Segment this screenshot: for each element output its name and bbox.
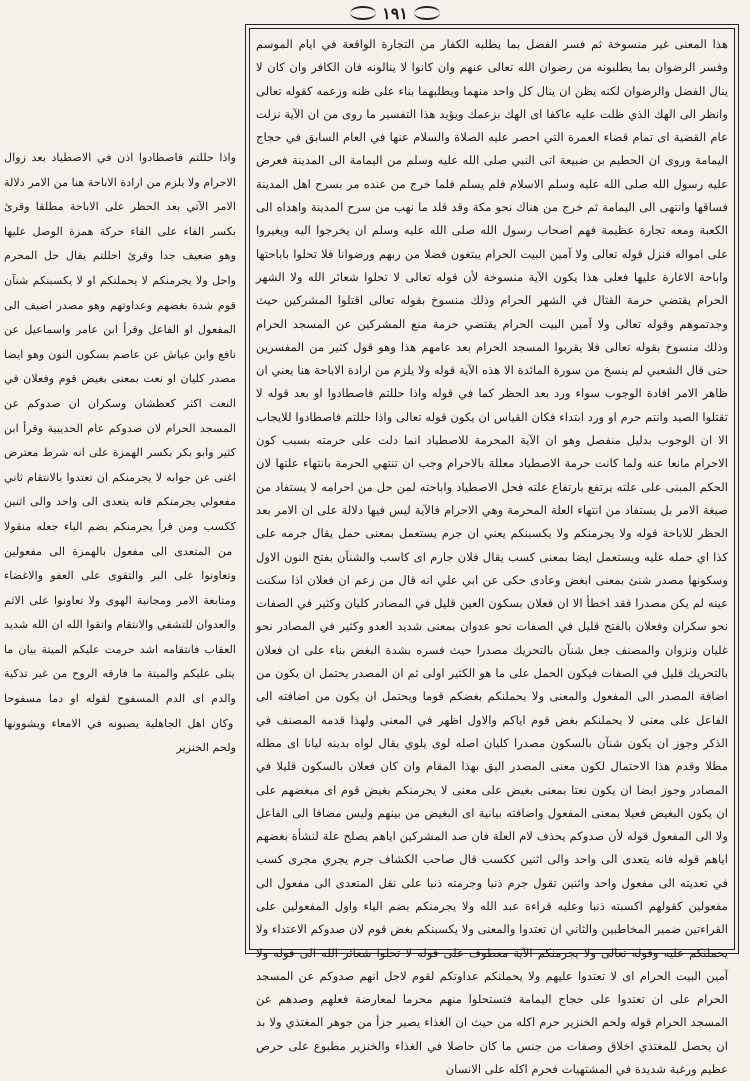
margin-paragraph: واذا حللتم فاصطادوا اذن في الاصطياد بعد زوال الاحرام ولا يلزم من ارادة الاباحة هنا من الامر دلالة الامر الآتي بعد الحظر على الاباحة مطلقا وقرئ بكسر الفاء على القاء حركة همزة الوصل عليها وهو ضعيف جدا وقرئ احللتم يقال حل المحرم واحل (4, 151, 236, 287)
commentary-frame (245, 24, 739, 1077)
page-header (235, 2, 555, 24)
margin-paragraph: وتعاونوا على البر والتقوى على العفو والاغضاء ومتابعة الامر ومجانبة الهوى (4, 569, 237, 607)
commentary-paragraph: قوله ولحم الخنزير حرم اكله من حيث ان الغذاء يصير جزأ من جوهر المغتذي ولا بد ان يحصل للمغتذي اخلاق وصفات من جنس ما كان حاصلا في الغذاء والخنزير مطبوع على حرص عظيم ورغبة شديدة في المشتهيات فحرم اكله على الانسان (256, 1015, 728, 1077)
page-number: ١٩١ (382, 3, 408, 23)
margin-paragraph: ولحم الخنزير (176, 741, 236, 755)
margin-paragraph: ان صدوكم عن المسجد الحرام لان صدوكم عام الحديبية وقرأ ابن كثير وابو بكر بكسر الهمزة على انه شرط معترض اغنى عن جوابه لا يجرمنكم (4, 396, 236, 484)
margin-paragraph: والدم اى الدم المسفوح لقوله او دما مسفوحا وكان اهل الجاهلية يصبونه في الامعاء ويشوونها (4, 692, 236, 730)
margin-paragraph: حرمت عليكم الميتة بيان ما يتلى عليكم والميتة ما فارقه الروح من غير تذكية (4, 642, 235, 681)
ornament-right-icon (414, 6, 440, 20)
margin-paragraph: شنآن قوم شدة بغضهم وعداوتهم وهو مصدر اضيف الى المفعول او الفاعل وقرأ ابن عامر واسماعيل عن نافع وابن عياش عن عاصم بسكون النون وهو ايضا مصدر كليان او نعت بمعنى بغيض قوم وفعلان في النعت اكثر كعطشان وسكران (4, 273, 236, 410)
margin-paragraph: ان تعتدوا بالانتقام ثاني مفعولي يجرمنكم فانه يتعدى الى واحد والى اثنين ككسب ومن قرأ يجرمنكم بضم الياء جعله منقولا من المتعدى الى مفعول بالهمزة الى مفعولين (4, 470, 236, 558)
commentary-text (256, 33, 729, 1077)
commentary-paragraph: قوله فانه يتعدى الى واحد والى اثنين ككسب قال صاحب الكشاف جرم يجري مجرى كسب في تعديته الى مفعول واحد واثنين تقول جرم ذنبا وجرمته ذنبا على نقل المتعدى الى مفعول الى مفعولين كقولهم اكسبته ذنبا وعليه قراءة عبد الله ولا يجرمنكم بضم الياء واول المفعولين على القراءتين ضمير المخاطبين والثاني ان تعتدوا والمعنى ولا يكسبنكم بغض قوم لان صدوكم الاعتداء ولا يحملنكم عليه وقوله تعالى ولا يجرمنكم الآية معطوف على قوله لا تحلوا شعائر الله الى قوله ولا آمين البيت الحرام اى لا تعتدوا عليهم ولا يحملنكم عداوتكم لقوم لاجل انهم صدوكم عن المسجد الحرام على ان تعتدوا على حجاج اليمامة فتستحلوا منهم محرما لمعارضة فعلهم وصدهم عن المسجد الحرام (256, 852, 728, 1030)
page-number-ornament (350, 4, 440, 23)
commentary-paragraph: قوله ولا يجرمنكم ولا يكسبنكم يعني ان جرم يستعمل بمعنى حمل يقال جرمه على كذا اي حمله عليه ويستعمل ايضا بمعنى كسب يقال فلان جارم اى كاسب والشنآن بفتح النون الاول وسكونها مصدر شنئ بمعنى ابغض وعادى حكى عن ابي علي انه قال من زعم ان فعلان اذا سكنت عينه لم يكن مصدرا فقد اخطأ الا ان فعلان بسكون العين قليل في المصادر كليان وكثير في الصفات نحو سكران وفعلان بالفتح قليل في الصفات نحو عدوان بمعنى شديد العدو وكثير في المصادر نحو غليان ونزوان والمصنف جعل شنآن بالتحريك مصدرا حيث فسره بشدة البغض بناء على ان فعلان بالتحريك قليل في الصفات فيكون الحمل على ما هو الكثير اولى ثم ان المصدر يحتمل ان يكون من اضافة المصدر الى المفعول والمعنى ولا يحملنكم بغضكم قوما ويحتمل ان يكون من اضافته الى الفاعل على معنى لا يحملنكم بغض قوم اياكم والاول اظهر في المعنى ولهذا قدمه المصنف في الذكر وجوز ان يكون شنآن بالسكون مصدرا كليان اصله لوى يلوي يقال لواه بدينه ليانا اى مطله مطلا وقدم هذا الاحتمال لكون معنى المصدر اليق بهذا المقام وان كان فعلان بالسكون قليلا في المصادر وجوز ايضا ان يكون نعتا بمعنى بغيض على معنى لا يجرمنكم بغيض قوم اى مبغضهم على ان يكون البغيض فعيلا بمعنى المفعول واضافته بيانية اى البغيض من بينهم وليس مضافا الى الفاعل ولا الى المفعول (256, 526, 728, 844)
ornament-left-icon (350, 6, 376, 20)
margin-paragraph: ولا يجرمنكم لا يحملنكم او لا يكسبنكم (28, 273, 208, 287)
commentary-paragraph: قوله لأن صدوكم يحذف لام العلة فان صد المشركين اياهم يصلح علة لنشأة بغضهم اياهم (256, 829, 728, 867)
commentary-paragraph: قوله ولا يلزم من ارادة الاباحة هنا يعني ان ظاهر الامر افادة الوجوب سواء ورد بعد الحظر كما في قوله واذا حللتم فاصطادوا او بعد قوله لا تقتلوا الصيد وانتم حرم او ورد ابتداء فكان القياس ان يكون قوله تعالى واذا حللتم فاصطادوا للايجاب الا ان الوجوب بدليل منفصل وهو ان الآية المحرمة للاصطياد انما دلت على حرمته بسبب كون الاحرام مانعا عنه ولما كانت حرمة الاصطياد معللة بالاحرام وجب ان تنتهي الحرمة بانتهاء علتها لان الحكم المبنى على علته يرتفع بارتفاع علته فحل الاصطياد واباحته لمن حل من احرامه لا يستفاد من صيغة الامر بل يستفاد من انتهاء العلة المحرمة وهي الاحرام فالآية ليس فيها دلالة على ان الامر بعد الحظر للاباحة (256, 363, 728, 541)
margin-paragraph: ولا تعاونوا على الاثم والعدوان للتشفي والانتقام (4, 593, 236, 632)
margin-text (4, 146, 236, 761)
margin-column (4, 146, 236, 786)
commentary-paragraph: هذا المعنى غير منسوخة ثم فسر الفضل بما يطلبه الكفار من التجارة الواقعة في ايام الموسم وفسر الرضوان بما يطلبونه من رضوان الله تعالى عنهم وان كانوا لا ينالونه فان الكافر وان كان لا ينال الفضل والرضوان لكنه يظن ان ينال كل واحد منهما ويطلبهما بناء على ظنه وزعمه كقوله تعالى وانظر الى الهك الذي ظلت عليه عاكفا اى الهك بزعمك ويؤيد هذا التفسير ما روى من ان الآية نزلت عام القضية اى تمام قضاء العمرة التي احصر عليه الصلاة والسلام عنها في العام السابق في حجاج اليمامة وروى ان الحطيم بن ضبيعة اتى النبي صلى الله عليه وسلم من اليمامة الى المدينة فعرض عليه رسول الله صلى الله عليه وسلم الاسلام فلم يسلم فلما خرج من عنده مر بسرح اهل المدينة فساقها وانتهى الى اليمامة ثم خرج من هناك نحو مكة وقد قلد ما نهب من سرح المدينة واهداه الى الكعبة ومعه تجارة عظيمة فهم اصحاب رسول الله صلى الله عليه وسلم ان يخرجوا اليه ويغيروا على امواله فنزل قوله تعالى ولا آمين البيت الحرام يبتغون فضلا من ربهم ورضوانا فلا تحلوا باباحتها واباحة الاغارة عليها فعلى هذا يكون الآية منسوخة لأن قوله تعالى لا تحلوا شعائر الله ولا الشهر الحرام يقتضي حرمة القتال في الشهر الحرام وذلك منسوخ بقوله تعالى اقتلوا المشركين حيث وجدتموهم وقوله تعالى ولا آمين البيت الحرام يقتضي حرمة منع المشركين عن المسجد الحرام وذلك منسوخ بقوله تعالى فلا يقربوا المسجد الحرام بعد عامهم هذا وهو قول كثير من المفسرين حتى قال الشعبي لم ينسخ من سورة المائدة الا هذه الآية (256, 37, 729, 378)
margin-paragraph: واتقوا الله ان الله شديد العقاب فانتقامه اشد (4, 618, 237, 656)
